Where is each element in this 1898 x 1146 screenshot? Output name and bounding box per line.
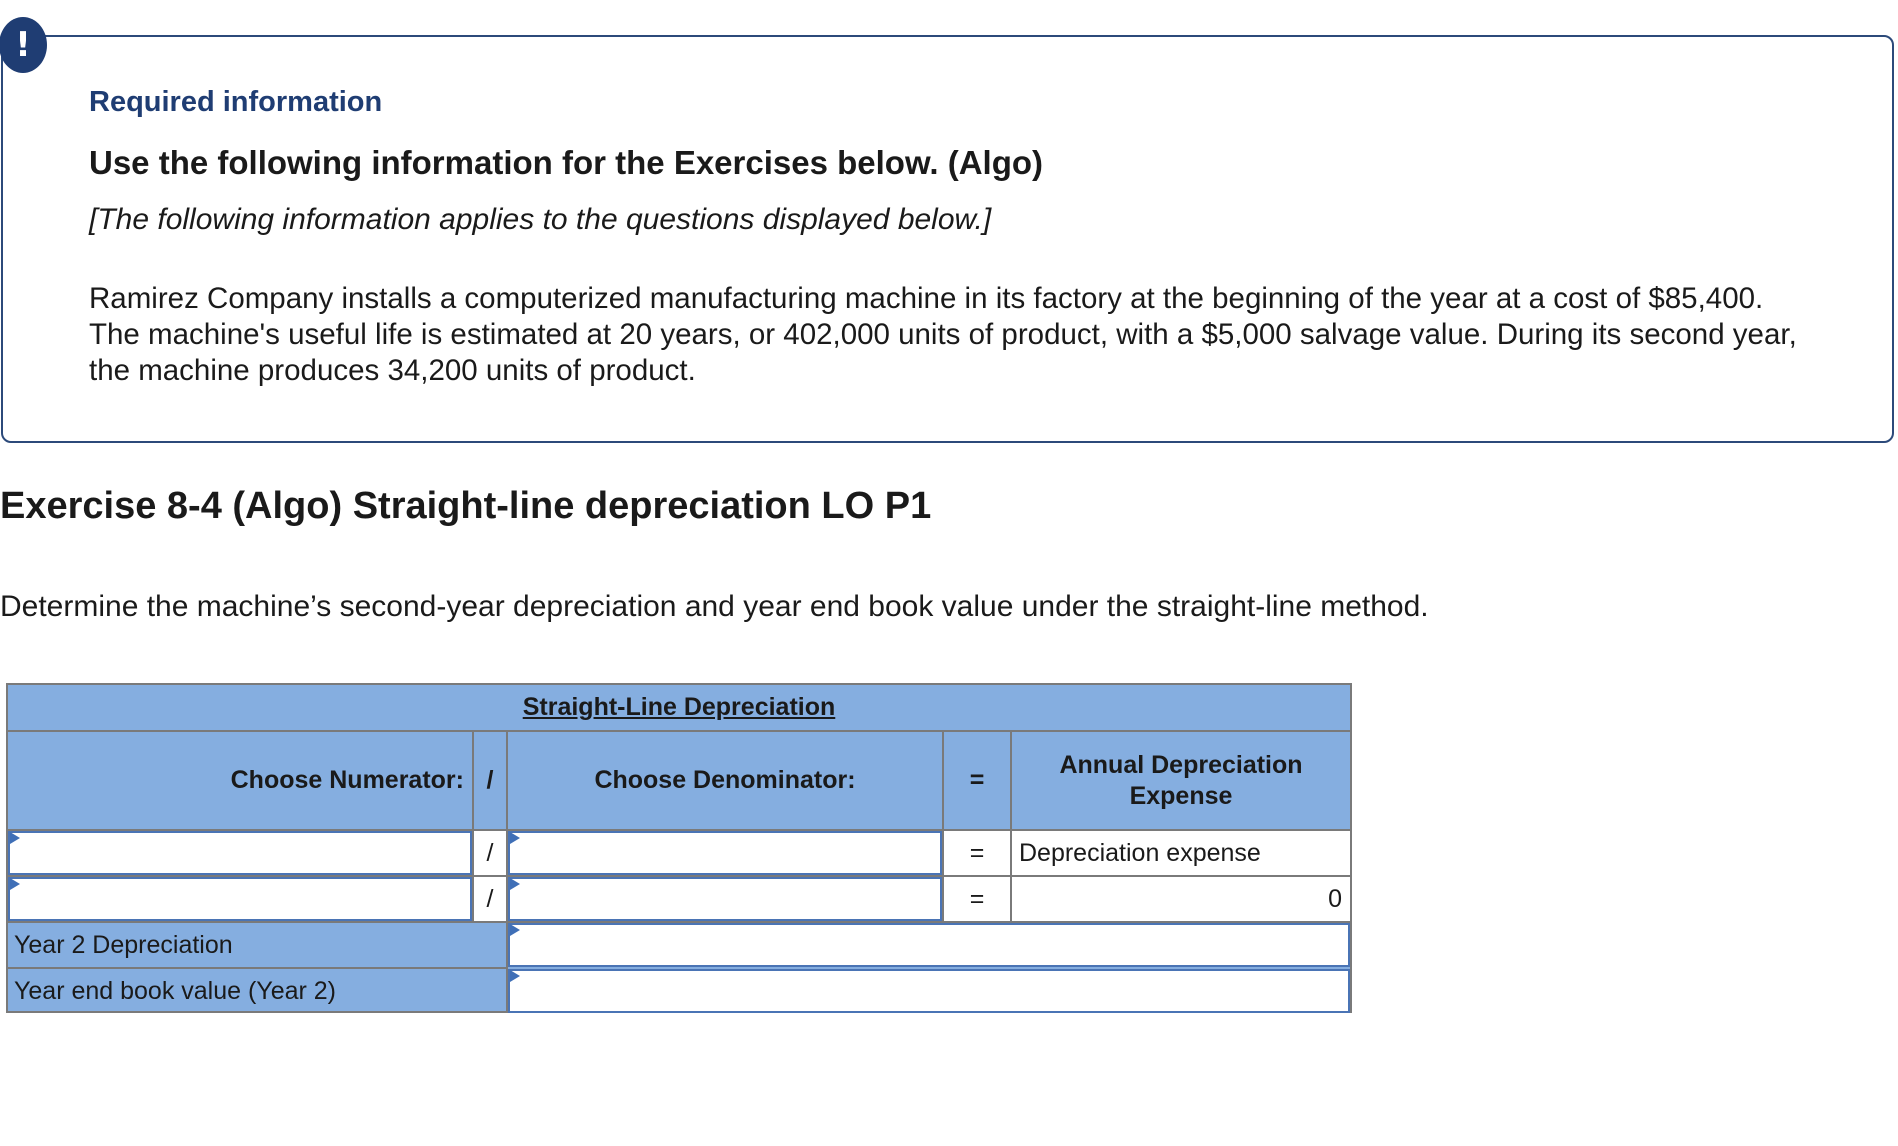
year-end-book-value-input[interactable]	[508, 969, 1350, 1013]
required-information-title: Required information	[89, 86, 383, 118]
slash-operator: /	[474, 877, 506, 921]
dropdown-indicator-icon	[510, 878, 520, 890]
denominator-select-row-1[interactable]	[508, 831, 942, 875]
numerator-select-row-1[interactable]	[8, 831, 472, 875]
slash-operator: /	[474, 831, 506, 875]
exclamation-icon: !	[0, 17, 47, 73]
equals-operator: =	[944, 831, 1010, 875]
year-2-depreciation-label: Year 2 Depreciation	[14, 930, 233, 959]
applies-note: [The following information applies to the questions displayed below.]	[89, 203, 992, 236]
header-denominator: Choose Denominator:	[594, 766, 856, 794]
dropdown-indicator-icon	[10, 878, 20, 890]
denominator-input-row-2[interactable]	[508, 877, 942, 921]
problem-paragraph: Ramirez Company installs a computerized manufacturing machine in its factory at the beginning of the year at a cost of $85,400. The machine's useful life is estimated at 20 years, or 402,000 units of product, with a $5,000 salvage value. During its second year, the machine produces 34,200 units of product.	[89, 282, 1797, 387]
exercise-title: Exercise 8-4 (Algo) Straight-line depreciation LO P1	[0, 485, 932, 527]
header-result: Annual Depreciation Expense	[1059, 750, 1303, 810]
year-end-book-value-label: Year end book value (Year 2)	[14, 976, 336, 1005]
result-label: Depreciation expense	[1012, 831, 1350, 875]
header-slash: /	[486, 766, 494, 794]
dropdown-indicator-icon	[510, 924, 520, 936]
use-following-heading: Use the following information for the Exercises below. (Algo)	[89, 144, 1044, 181]
required-information-box	[1, 35, 1894, 443]
depreciation-result-value: 0	[1012, 877, 1350, 921]
straight-line-depreciation-table	[6, 683, 1352, 1013]
exercise-instruction: Determine the machine’s second-year depreciation and year end book value under the straight-line method.	[0, 590, 1429, 623]
numerator-input-row-2[interactable]	[8, 877, 472, 921]
equals-operator: =	[944, 877, 1010, 921]
year-2-depreciation-input[interactable]	[508, 923, 1350, 967]
header-equals: =	[969, 766, 985, 794]
dropdown-indicator-icon	[510, 832, 520, 844]
dropdown-indicator-icon	[10, 832, 20, 844]
dropdown-indicator-icon	[510, 970, 520, 982]
header-numerator: Choose Numerator:	[230, 766, 464, 794]
table-title: Straight-Line Depreciation	[522, 693, 836, 721]
